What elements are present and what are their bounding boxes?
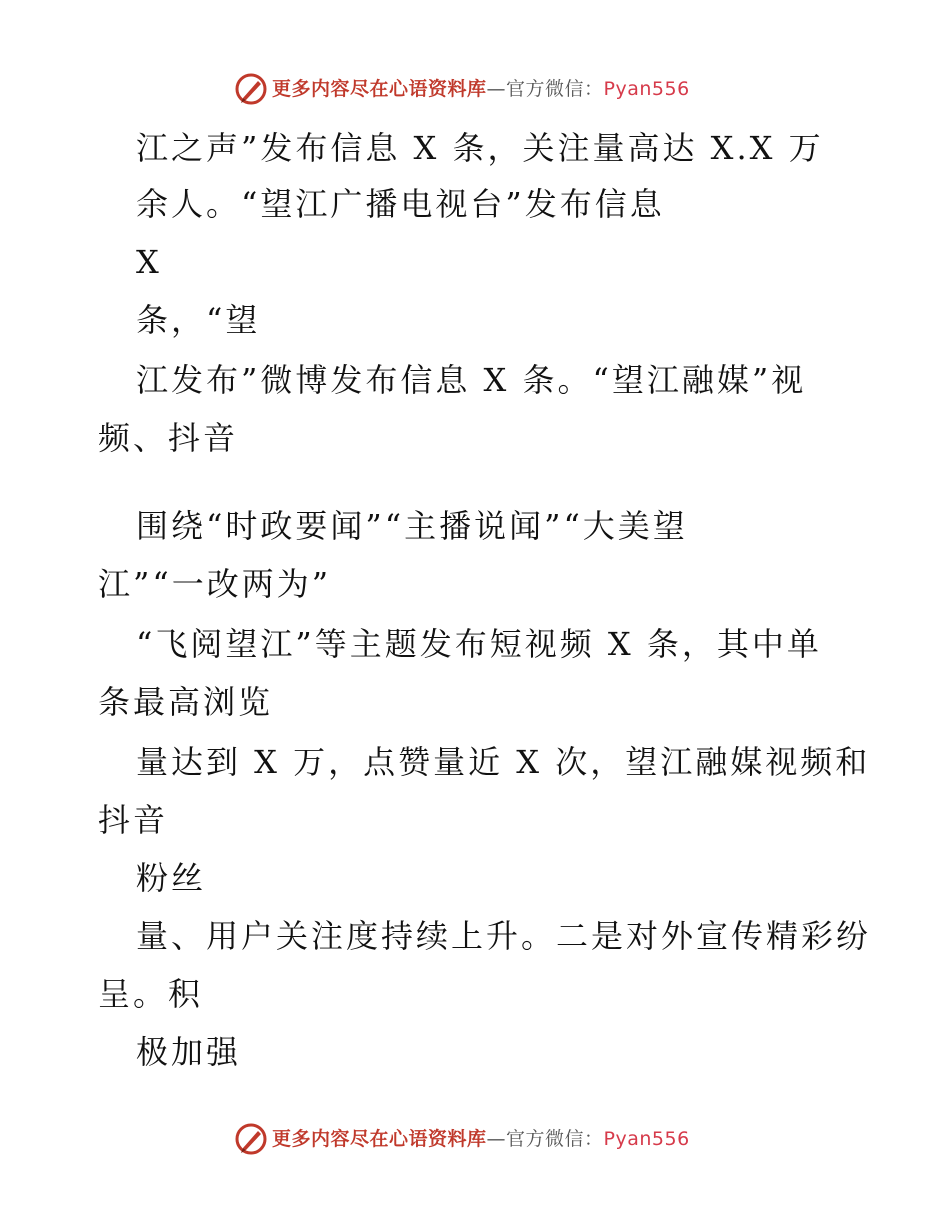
- text-line: 极加强: [136, 1033, 242, 1071]
- text-line: 量、用户关注度持续上升。二是对外宣传精彩纷: [136, 917, 872, 955]
- text-line: 量达到 X 万，点赞量近 X 次，望江融媒视频和: [136, 743, 871, 781]
- text-line: 条最高浏览: [98, 683, 274, 721]
- text-line: 条，“望: [136, 301, 261, 339]
- pen-logo-icon: [234, 1122, 268, 1156]
- text-line: 呈。积: [98, 975, 204, 1013]
- footer-banner: [0, 1120, 950, 1160]
- banner-wechat-id: Pyan556: [603, 1128, 690, 1150]
- banner-text: [272, 1127, 690, 1151]
- text-line: 粉丝: [136, 859, 207, 897]
- text-line: 抖音: [98, 801, 169, 839]
- banner-official-label: 官方微信：: [506, 78, 604, 100]
- text-line: 围绕“时政要闻”“主播说闻”“大美望: [136, 507, 688, 545]
- banner-dash: —: [486, 1128, 507, 1150]
- banner-official-label: 官方微信：: [506, 1128, 604, 1150]
- banner-dash: —: [486, 78, 507, 100]
- banner-wechat-id: Pyan556: [603, 78, 690, 100]
- text-line: 江之声”发布信息 X 条，关注量高达 X.X 万: [136, 129, 824, 167]
- banner-text: [272, 77, 690, 101]
- text-line: X: [136, 243, 162, 281]
- banner-main-text: 更多内容尽在心语资料库: [272, 1128, 487, 1150]
- pen-logo-icon: [234, 72, 268, 106]
- banner-main-text: 更多内容尽在心语资料库: [272, 78, 487, 100]
- text-line: 江发布”微博发布信息 X 条。“望江融媒”视: [136, 361, 807, 399]
- text-line: 余人。“望江广播电视台”发布信息: [136, 185, 665, 223]
- text-line: “飞阅望江”等主题发布短视频 X 条，其中单: [136, 625, 822, 663]
- text-line: 江”“一改两为”: [98, 565, 332, 603]
- header-banner: [0, 70, 950, 110]
- text-line: 频、抖音: [98, 419, 239, 457]
